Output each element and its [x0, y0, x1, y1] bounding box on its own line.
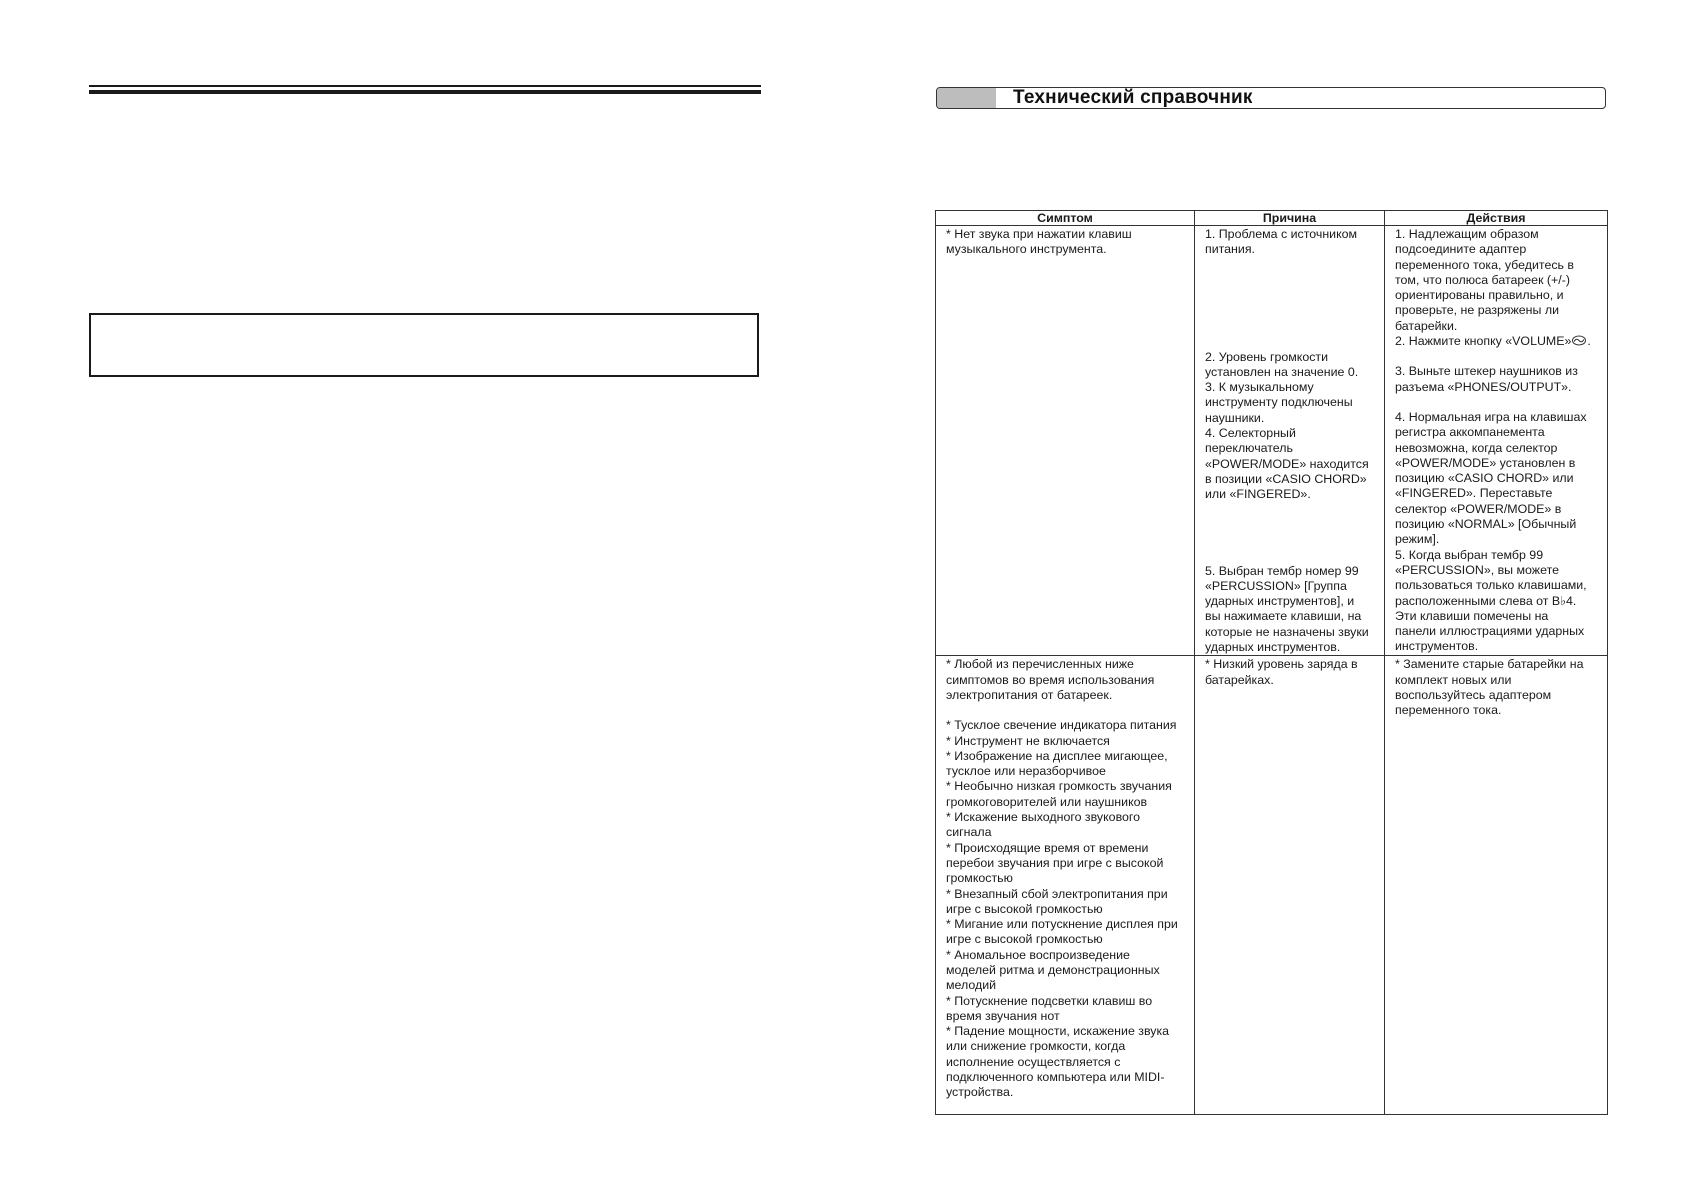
left-page-rule-thick	[89, 90, 761, 94]
text-line: моделей ритма и демонстрационных	[946, 962, 1160, 977]
text-line: в позиции «CASIO CHORD»	[1205, 471, 1367, 486]
symptom-item	[946, 749, 1186, 780]
symptom-item	[946, 917, 1186, 948]
text-line: 1. Надлежащим образом	[1395, 227, 1539, 241]
text-line: * Мигание или потускнение дисплея при	[946, 917, 1178, 932]
symptom-item	[946, 887, 1186, 918]
text-line: ориентированы правильно, и	[1395, 288, 1564, 303]
table-header-row	[936, 211, 1608, 226]
symptom-item	[946, 718, 1186, 733]
text-line: селектор «POWER/MODE» в	[1395, 501, 1562, 516]
text-line: вы нажимаете клавиши, на	[1205, 609, 1362, 624]
action-item	[1395, 227, 1599, 334]
symptom-item	[946, 841, 1186, 887]
text-line: «FINGERED». Переставьте	[1395, 486, 1553, 501]
text-line: «PERCUSSION» [Группа	[1205, 578, 1347, 593]
text-line: панели иллюстрациями ударных	[1395, 624, 1585, 639]
text-line: * Изображение на дисплее мигающее,	[946, 748, 1168, 763]
text-line: симптомов во время использования	[946, 672, 1155, 687]
text-line: * Любой из перечисленных ниже	[946, 657, 1134, 672]
text-line: том, что полюса батареек (+/-)	[1395, 272, 1570, 287]
column-header-action: Действия	[1385, 211, 1608, 226]
text-line: мелодий	[946, 978, 997, 993]
text-line: * Тусклое свечение индикатора питания	[946, 718, 1177, 733]
text-line: * Необычно низкая громкость звучания	[946, 779, 1172, 794]
text-line: ударных инструментов], и	[1205, 594, 1355, 609]
text-line: время звучания нот	[946, 1008, 1060, 1023]
left-page-rule-thin	[89, 85, 761, 87]
text-line: 5. Выбран тембр номер 99	[1205, 563, 1359, 578]
text-line: переключатель	[1205, 441, 1293, 456]
left-page-empty-box	[89, 313, 759, 377]
text-line: устройства.	[946, 1085, 1014, 1100]
section-title-bar	[936, 87, 1606, 109]
symptom-cell	[936, 656, 1195, 1115]
cause-cell	[1195, 656, 1385, 1115]
cause-item	[1205, 380, 1376, 426]
volume-wave-icon	[1571, 335, 1587, 346]
text-line: 4. Селекторный	[1205, 426, 1296, 441]
table-row	[936, 656, 1608, 1115]
symptom-item	[946, 994, 1186, 1025]
action-cell	[1385, 226, 1608, 656]
text-line: * Аномальное воспроизведение	[946, 947, 1130, 962]
text-line: режим].	[1395, 532, 1440, 547]
text-line: 2. Уровень громкости	[1205, 349, 1329, 364]
text-line: батарейках.	[1205, 672, 1274, 687]
text-line: ударных инструментов.	[1205, 640, 1341, 655]
text-line: электропитания от батареек.	[946, 687, 1113, 702]
troubleshooting-table	[935, 210, 1608, 1115]
text-line: 3. Выньте штекер наушников из	[1395, 364, 1578, 379]
action-item	[1395, 364, 1599, 395]
text-line: установлен на значение 0.	[1205, 364, 1359, 379]
text-line: 1. Проблема с источником	[1205, 227, 1358, 241]
symptom-item	[946, 948, 1186, 994]
text-line: инструменту подключены	[1205, 395, 1353, 410]
text-line: перебои звучания при игре с высокой	[946, 855, 1164, 870]
text-line: переменного тока, убедитесь в	[1395, 257, 1575, 272]
text-line: * Нет звука при нажатии клавиш	[946, 227, 1132, 241]
text-line: * Замените старые батарейки на	[1395, 657, 1584, 672]
text-line: разъема «PHONES/OUTPUT».	[1395, 379, 1572, 394]
action-item	[1395, 334, 1599, 349]
column-header-symptom: Симптом	[936, 211, 1195, 226]
text-line: питания.	[1205, 242, 1255, 257]
text-line: невозможна, когда селектор	[1395, 440, 1558, 455]
text-line: * Инструмент не включается	[946, 733, 1110, 748]
text-line: воспользуйтесь адаптером	[1395, 687, 1552, 702]
cause-item	[1205, 564, 1376, 656]
text-line: расположенными слева от B♭4.	[1395, 593, 1577, 608]
symptom-item	[946, 779, 1186, 810]
text-line: инструментов.	[1395, 639, 1479, 654]
text-line: или снижение громкости, когда	[946, 1039, 1126, 1054]
text-line: наушники.	[1205, 410, 1265, 425]
text-line: * Низкий уровень заряда в	[1205, 657, 1358, 672]
symptom-intro	[946, 657, 1186, 703]
cause-item	[1205, 350, 1376, 381]
text-line: * Падение мощности, искажение звука	[946, 1024, 1170, 1039]
text-line: 3. К музыкальному	[1205, 380, 1314, 395]
symptom-item	[946, 1024, 1186, 1100]
text-line: * Искажение выходного звукового	[946, 810, 1141, 825]
text-line: Эти клавиши помечены на	[1395, 608, 1549, 623]
text-line: сигнала	[946, 825, 992, 840]
cause-cell	[1195, 226, 1385, 656]
text-line: 2. Нажмите кнопку «VOLUME» .	[1395, 334, 1591, 349]
text-line: подсоедините адаптер	[1395, 242, 1527, 257]
text-fragment: 2. Нажмите кнопку «VOLUME»	[1395, 334, 1572, 349]
text-line: 5. Когда выбран тембр 99	[1395, 547, 1544, 562]
text-line: * Происходящие время от времени	[946, 840, 1149, 855]
cause-item	[1205, 426, 1376, 502]
text-line: которые не назначены звуки	[1205, 624, 1369, 639]
text-line: проверьте, не разряжены ли	[1395, 303, 1559, 318]
action-item	[1395, 410, 1599, 548]
symptom-cell	[936, 226, 1195, 656]
text-line: * Потускнение подсветки клавиш во	[946, 993, 1153, 1008]
text-line: громкостью	[946, 871, 1013, 886]
text-line: игре с высокой громкостью	[946, 932, 1103, 947]
column-header-cause: Причина	[1195, 211, 1385, 226]
action-item	[1395, 548, 1599, 655]
text-line: исполнение осуществляется с	[946, 1054, 1121, 1069]
text-line: пользоваться только клавишами,	[1395, 578, 1587, 593]
page-title: Технический справочник	[1013, 87, 1253, 108]
text-line: «PERCUSSION», вы можете	[1395, 562, 1559, 577]
text-line: позицию «NORMAL» [Обычный	[1395, 517, 1577, 532]
text-line: позицию «CASIO CHORD» или	[1395, 471, 1574, 486]
text-line: батарейки.	[1395, 318, 1458, 333]
text-line: переменного тока.	[1395, 703, 1502, 718]
text-line: громкоговорителей или наушников	[946, 794, 1148, 809]
text-line: «POWER/MODE» установлен в	[1395, 455, 1576, 470]
text-line: музыкального инструмента.	[946, 242, 1107, 257]
symptom-item	[946, 734, 1186, 749]
text-line: «POWER/MODE» находится	[1205, 456, 1369, 471]
section-title-tab	[937, 88, 996, 108]
action-cell	[1385, 656, 1608, 1115]
text-line: тусклое или неразборчивое	[946, 764, 1106, 779]
text-line: игре с высокой громкостью	[946, 901, 1103, 916]
table-row	[936, 226, 1608, 656]
text-line: комплект новых или	[1395, 672, 1512, 687]
symptom-item	[946, 810, 1186, 841]
text-line: 4. Нормальная игра на клавишах	[1395, 409, 1587, 424]
text-line: или «FINGERED».	[1205, 487, 1311, 502]
text-line: регистра аккомпанемента	[1395, 425, 1545, 440]
text-line: * Внезапный сбой электропитания при	[946, 886, 1168, 901]
cause-item	[1205, 227, 1376, 258]
text-line: подключенного компьютера или MIDI-	[946, 1070, 1165, 1085]
